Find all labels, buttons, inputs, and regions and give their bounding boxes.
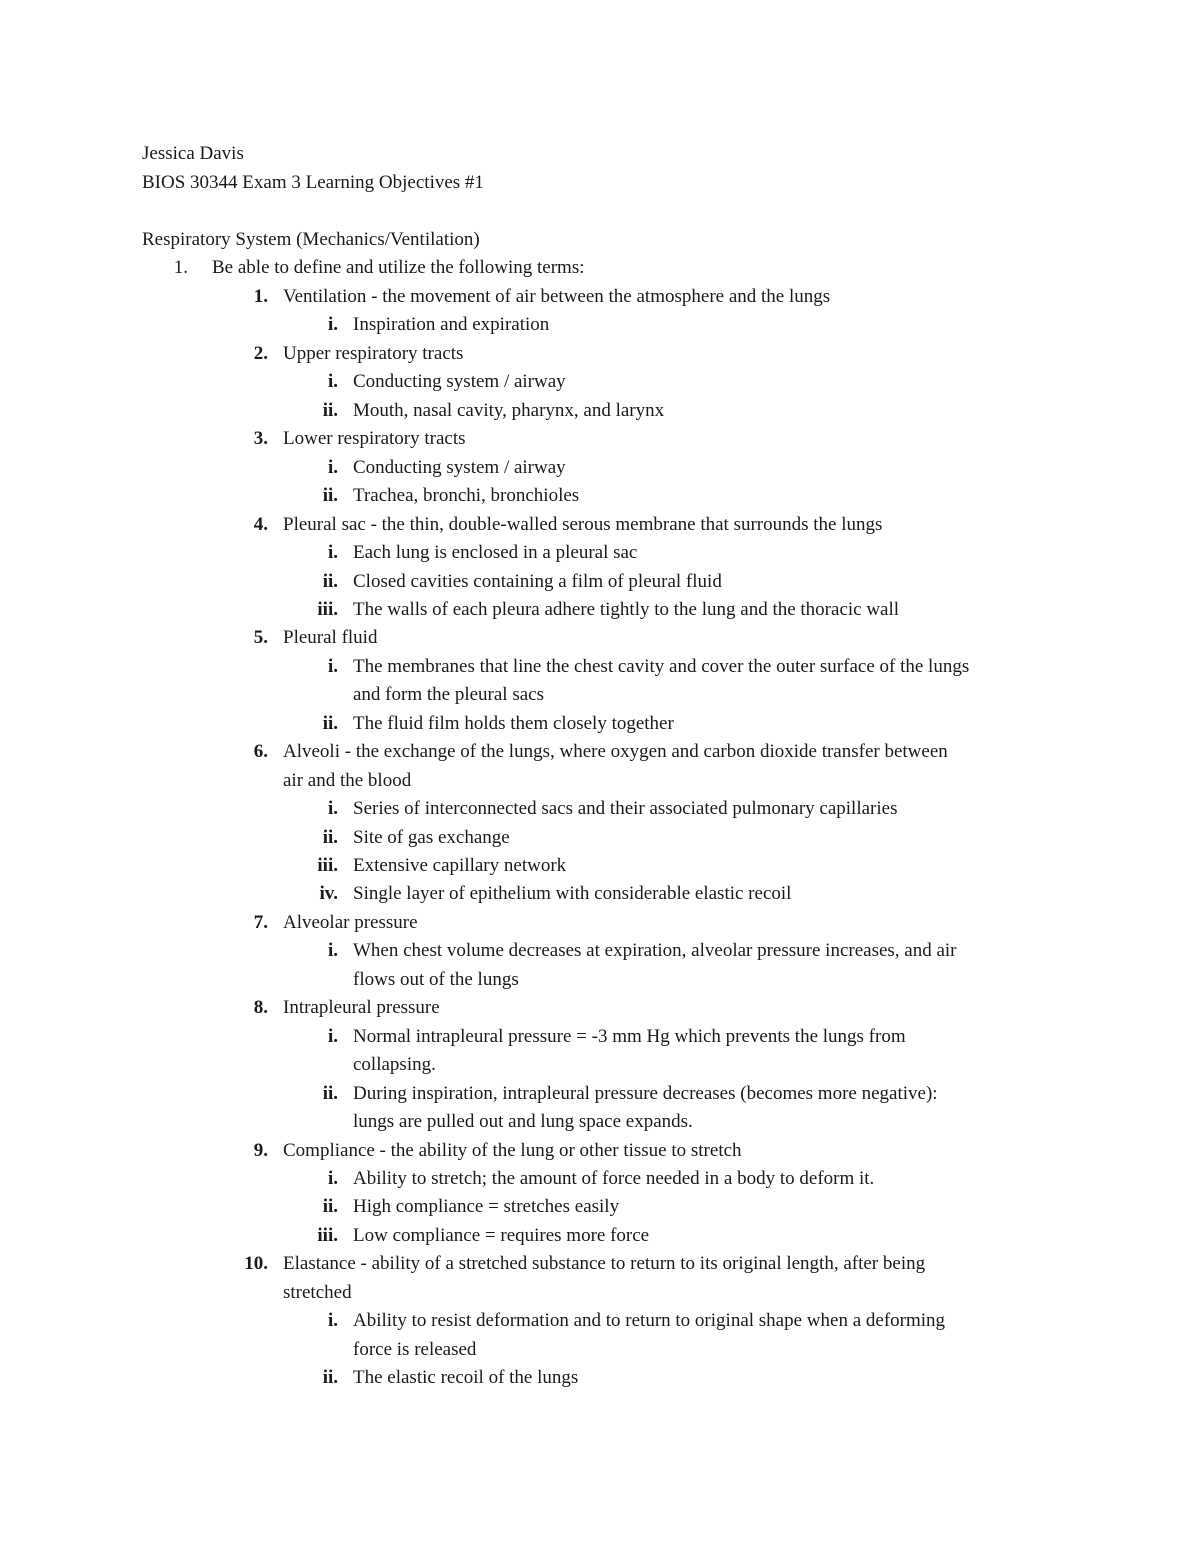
term-line	[0, 994, 1200, 1022]
sub-item-text: Extensive capillary network	[353, 855, 567, 876]
sub-item-numeral: ii.	[322, 713, 338, 734]
term-line	[0, 340, 1200, 368]
term-number: 6.	[253, 741, 268, 762]
term-text: Alveoli - the exchange of the lungs, where oxygen and carbon dioxide transfer between	[283, 741, 948, 762]
term-number: 5.	[253, 627, 268, 648]
term-line	[0, 624, 1200, 652]
section-title: Respiratory System (Mechanics/Ventilation)	[142, 229, 480, 250]
sub-item-line	[0, 397, 1200, 425]
term-line	[0, 1279, 1200, 1307]
term-line	[0, 1250, 1200, 1278]
sub-item-line	[0, 1051, 1200, 1079]
sub-item-text: When chest volume decreases at expiration, alveolar pressure increases, and air	[353, 940, 957, 961]
sub-item-line	[0, 568, 1200, 596]
sub-item-numeral: ii.	[322, 827, 338, 848]
term-line	[0, 511, 1200, 539]
sub-item-line	[0, 966, 1200, 994]
term-text: Alveolar pressure	[283, 912, 418, 933]
sub-item-numeral: ii.	[322, 400, 338, 421]
term-number: 7.	[253, 912, 268, 933]
sub-item-numeral: i.	[327, 542, 338, 563]
course-line	[0, 169, 1200, 197]
sub-item-text: force is released	[353, 1339, 477, 1360]
sub-item-text: and form the pleural sacs	[353, 684, 544, 705]
sub-item-text: Conducting system / airway	[353, 457, 566, 478]
sub-item-line	[0, 454, 1200, 482]
sub-item-numeral: ii.	[322, 1367, 338, 1388]
term-line	[0, 1137, 1200, 1165]
sub-item-text: Single layer of epithelium with considerable elastic recoil	[353, 883, 792, 904]
term-line	[0, 767, 1200, 795]
sub-item-line	[0, 1080, 1200, 1108]
sub-item-line	[0, 1023, 1200, 1051]
objective-text: Be able to define and utilize the following terms:	[212, 257, 585, 278]
term-number: 8.	[253, 997, 268, 1018]
sub-item-numeral: i.	[327, 940, 338, 961]
sub-item-line	[0, 653, 1200, 681]
sub-item-text: Closed cavities containing a film of pleural fluid	[353, 571, 722, 592]
term-number: 3.	[253, 428, 268, 449]
sub-item-text: collapsing.	[353, 1054, 436, 1075]
sub-item-text: Each lung is enclosed in a pleural sac	[353, 542, 638, 563]
term-number: 10.	[244, 1253, 268, 1274]
term-text: Pleural sac - the thin, double-walled serous membrane that surrounds the lungs	[283, 514, 883, 535]
term-number: 4.	[253, 514, 268, 535]
sub-item-numeral: iii.	[317, 1225, 338, 1246]
term-text: Pleural fluid	[283, 627, 378, 648]
sub-item-text: Ability to resist deformation and to return to original shape when a deforming	[353, 1310, 946, 1331]
sub-item-numeral: i.	[327, 1168, 338, 1189]
sub-item-numeral: ii.	[322, 485, 338, 506]
sub-item-numeral: i.	[327, 1310, 338, 1331]
term-text: Compliance - the ability of the lung or other tissue to stretch	[283, 1140, 742, 1161]
term-text: Ventilation - the movement of air between the atmosphere and the lungs	[283, 286, 831, 307]
sub-item-text: flows out of the lungs	[353, 969, 519, 990]
sub-item-numeral: i.	[327, 1026, 338, 1047]
sub-item-line	[0, 880, 1200, 908]
section-line	[0, 226, 1200, 254]
sub-item-text: Ability to stretch; the amount of force needed in a body to deform it.	[353, 1168, 875, 1189]
term-line	[0, 738, 1200, 766]
sub-item-numeral: i.	[327, 798, 338, 819]
sub-item-line	[0, 482, 1200, 510]
term-text: air and the blood	[283, 770, 412, 791]
sub-item-line	[0, 539, 1200, 567]
author-line	[0, 140, 1200, 168]
sub-item-line	[0, 824, 1200, 852]
sub-item-line	[0, 1193, 1200, 1221]
sub-item-line	[0, 937, 1200, 965]
sub-item-text: Trachea, bronchi, bronchioles	[353, 485, 580, 506]
term-number: 9.	[253, 1140, 268, 1161]
term-number: 1.	[253, 286, 268, 307]
sub-item-numeral: i.	[327, 656, 338, 677]
term-line	[0, 909, 1200, 937]
sub-item-line	[0, 852, 1200, 880]
sub-item-text: Inspiration and expiration	[353, 314, 550, 335]
sub-item-line	[0, 596, 1200, 624]
sub-item-numeral: ii.	[322, 1083, 338, 1104]
sub-item-text: The walls of each pleura adhere tightly to the lung and the thoracic wall	[353, 599, 900, 620]
sub-item-numeral: i.	[327, 371, 338, 392]
sub-item-line	[0, 1165, 1200, 1193]
course-title: BIOS 30344 Exam 3 Learning Objectives #1	[142, 172, 484, 193]
sub-item-numeral: iv.	[319, 883, 338, 904]
objective-number: 1.	[173, 257, 188, 278]
sub-item-numeral: iii.	[317, 855, 338, 876]
sub-item-line	[0, 311, 1200, 339]
sub-item-line	[0, 1108, 1200, 1136]
sub-item-text: The elastic recoil of the lungs	[353, 1367, 579, 1388]
sub-item-numeral: iii.	[317, 599, 338, 620]
objective-line	[0, 254, 1200, 282]
sub-item-line	[0, 795, 1200, 823]
sub-item-text: Low compliance = requires more force	[353, 1225, 650, 1246]
sub-item-text: The fluid film holds them closely together	[353, 713, 674, 734]
sub-item-line	[0, 1336, 1200, 1364]
term-line	[0, 425, 1200, 453]
sub-item-line	[0, 1222, 1200, 1250]
sub-item-text: Normal intrapleural pressure = -3 mm Hg which prevents the lungs from	[353, 1026, 906, 1047]
term-number: 2.	[253, 343, 268, 364]
author-name: Jessica Davis	[142, 143, 244, 164]
term-line	[0, 283, 1200, 311]
sub-item-text: lungs are pulled out and lung space expands.	[353, 1111, 693, 1132]
sub-item-numeral: ii.	[322, 571, 338, 592]
term-text: Elastance - ability of a stretched substance to return to its original length, after being	[283, 1253, 926, 1274]
sub-item-text: High compliance = stretches easily	[353, 1196, 620, 1217]
sub-item-text: During inspiration, intrapleural pressure decreases (becomes more negative):	[353, 1083, 938, 1104]
sub-item-text: Site of gas exchange	[353, 827, 510, 848]
sub-item-text: Mouth, nasal cavity, pharynx, and larynx	[353, 400, 665, 421]
term-text: Lower respiratory tracts	[283, 428, 466, 449]
sub-item-line	[0, 1307, 1200, 1335]
sub-item-text: Series of interconnected sacs and their associated pulmonary capillaries	[353, 798, 898, 819]
sub-item-line	[0, 710, 1200, 738]
sub-item-line	[0, 1364, 1200, 1392]
term-text: Upper respiratory tracts	[283, 343, 464, 364]
sub-item-numeral: ii.	[322, 1196, 338, 1217]
sub-item-numeral: i.	[327, 314, 338, 335]
term-text: stretched	[283, 1282, 352, 1303]
sub-item-numeral: i.	[327, 457, 338, 478]
sub-item-line	[0, 681, 1200, 709]
sub-item-text: The membranes that line the chest cavity and cover the outer surface of the lungs	[353, 656, 970, 677]
sub-item-text: Conducting system / airway	[353, 371, 566, 392]
sub-item-line	[0, 368, 1200, 396]
term-text: Intrapleural pressure	[283, 997, 440, 1018]
